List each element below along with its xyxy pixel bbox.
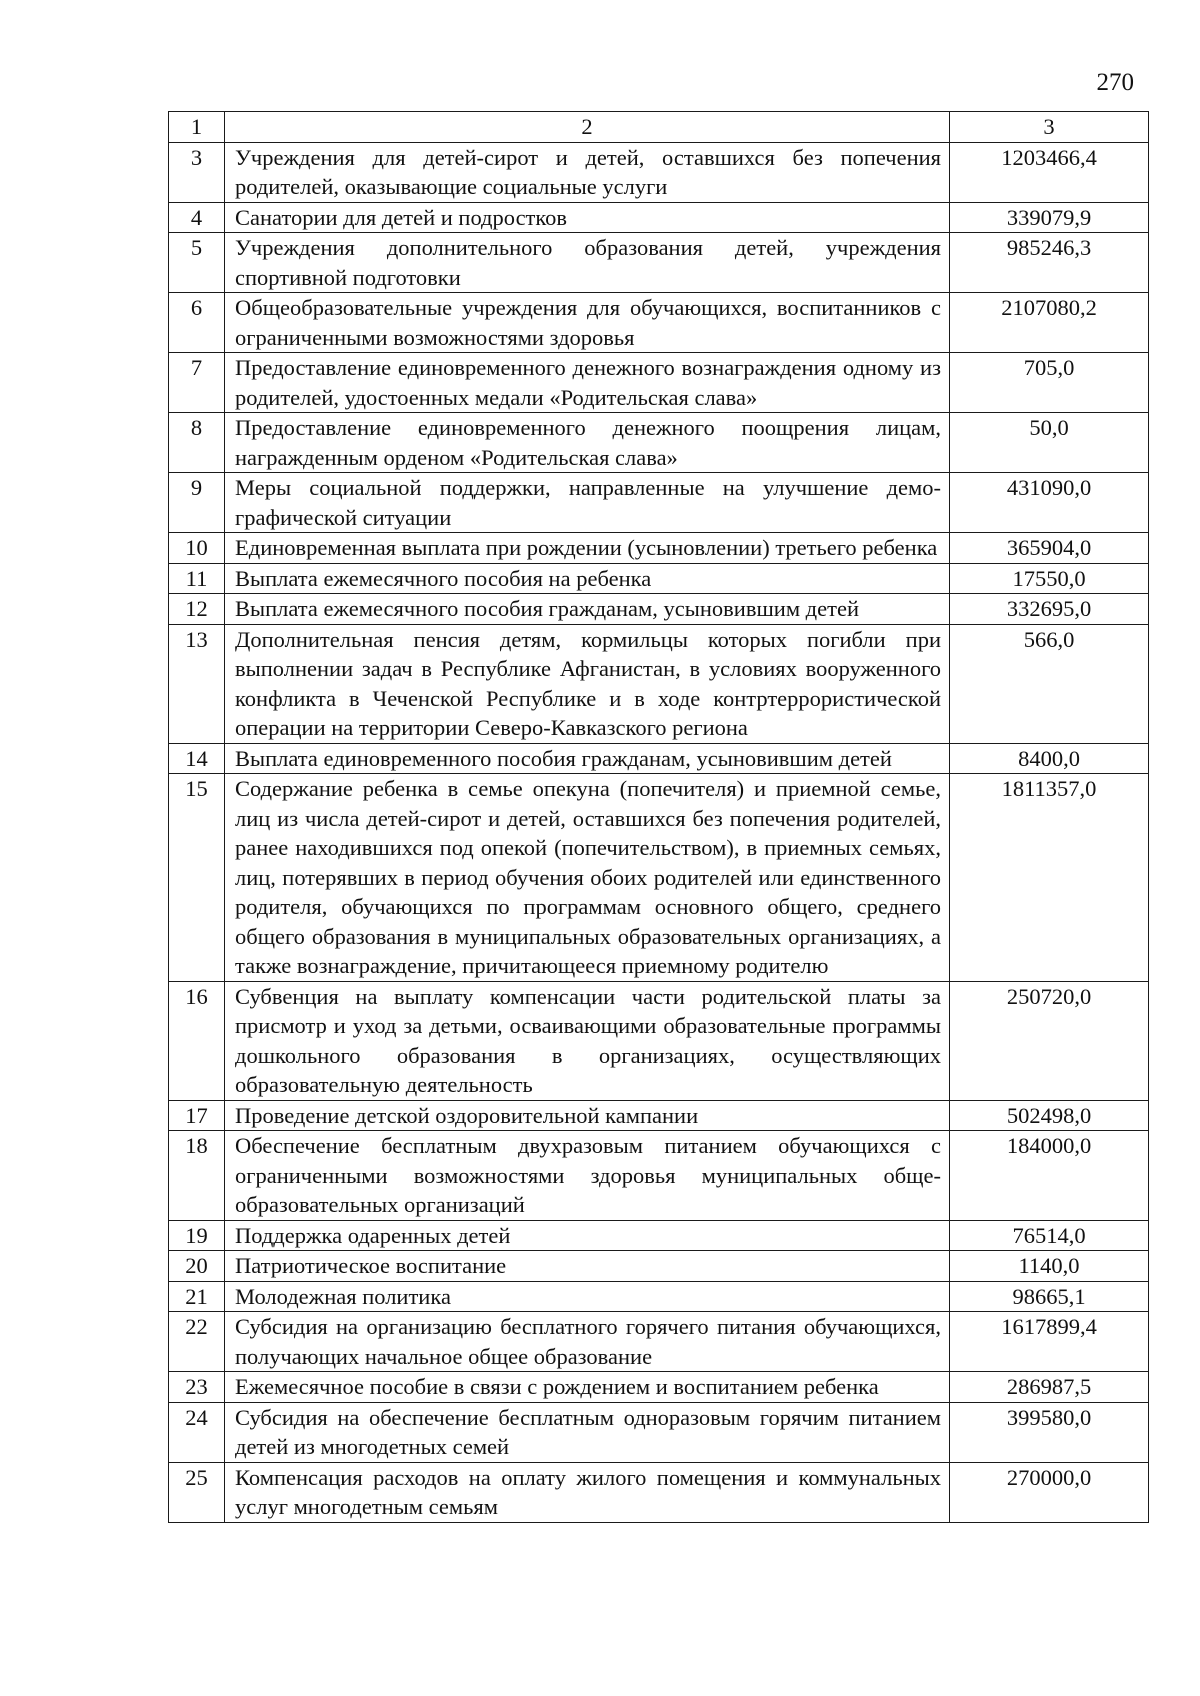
row-name-cell: Меры социальной поддержки, направленные на улучшение демографической ситуации [225, 473, 950, 533]
table-row [169, 1100, 1149, 1131]
row-name-cell: Общеобразовательные учреждения для обучающихся, воспитанников с ограниченными возможностями здоровья [225, 293, 950, 353]
row-number-cell: 18 [169, 1131, 225, 1221]
table-row [169, 1281, 1149, 1312]
row-name-cell: Молодежная политика [225, 1281, 950, 1312]
table-row [169, 624, 1149, 743]
row-value-cell: 332695,0 [950, 594, 1149, 625]
row-number-cell: 12 [169, 594, 225, 625]
row-number-cell: 10 [169, 533, 225, 564]
table-row [169, 202, 1149, 233]
row-name-cell: Поддержка одаренных детей [225, 1220, 950, 1251]
table-row [169, 743, 1149, 774]
row-value-cell: 1617899,4 [950, 1312, 1149, 1372]
budget-table [168, 111, 1149, 1523]
row-number-cell: 11 [169, 563, 225, 594]
row-name-cell: Предоставление единовременного денежного поощрения лицам, награжденным орденом «Родительская слава» [225, 413, 950, 473]
row-name-cell: Субсидия на организацию бесплатного горячего питания обучающихся, получающих начальное общее образование [225, 1312, 950, 1372]
row-name-cell: Выплата ежемесячного пособия на ребенка [225, 563, 950, 594]
row-number-cell: 19 [169, 1220, 225, 1251]
row-number-cell: 17 [169, 1100, 225, 1131]
row-number-cell: 13 [169, 624, 225, 743]
row-value-cell: 502498,0 [950, 1100, 1149, 1131]
row-name-cell: Содержание ребенка в семье опекуна (попечителя) и приемной семье, лиц из числа детей-сирот и детей, оставшихся без попечения родителей, ранее находившихся под опекой (попечительством), в приемных семьях, лиц, потерявших в период обучения обоих родителей или единственного родителя, обучающихся по программам основного общего, среднего общего образования в муниципальных образовательных организациях, а также вознаграждение, причитающееся приемному родителю [225, 774, 950, 982]
row-name-cell: Выплата единовременного пособия гражданам, усыновившим детей [225, 743, 950, 774]
row-name-cell: Патриотическое воспитание [225, 1251, 950, 1282]
row-value-cell: 50,0 [950, 413, 1149, 473]
row-value-cell: 705,0 [950, 353, 1149, 413]
row-value-cell: 1811357,0 [950, 774, 1149, 982]
table-row [169, 233, 1149, 293]
table-row [169, 981, 1149, 1100]
row-value-cell: 17550,0 [950, 563, 1149, 594]
row-name-cell: Ежемесячное пособие в связи с рождением и воспитанием ребенка [225, 1372, 950, 1403]
table-row [169, 774, 1149, 982]
table-row [169, 1462, 1149, 1522]
row-value-cell: 1140,0 [950, 1251, 1149, 1282]
row-name-cell: Дополнительная пенсия детям, кормильцы которых погибли при выполнении задач в Республике Афганистан, в условиях вооруженного конфликта в Чеченской Республике и в ходе контртеррористической операции на территории Северо-Кавказского региона [225, 624, 950, 743]
row-number-cell: 5 [169, 233, 225, 293]
row-name-cell: Учреждения дополнительного образования детей, учреждения спортивной подготовки [225, 233, 950, 293]
row-value-cell: 339079,9 [950, 202, 1149, 233]
header-cell-name: 2 [225, 112, 950, 143]
row-number-cell: 16 [169, 981, 225, 1100]
row-number-cell: 22 [169, 1312, 225, 1372]
row-value-cell: 8400,0 [950, 743, 1149, 774]
row-number-cell: 4 [169, 202, 225, 233]
row-number-cell: 15 [169, 774, 225, 982]
table-row [169, 563, 1149, 594]
table-row [169, 1372, 1149, 1403]
row-name-cell: Субвенция на выплату компенсации части родительской платы за присмотр и уход за детьми, осваивающими образовательные программы дошкольного образования в организациях, осуществляющих образовательную деятельность [225, 981, 950, 1100]
row-name-cell: Учреждения для детей-сирот и детей, оставшихся без попечения родителей, оказывающие социальные услуги [225, 142, 950, 202]
row-name-cell: Предоставление единовременного денежного вознаграждения одному из родителей, удостоенных медали «Родительская слава» [225, 353, 950, 413]
row-value-cell: 76514,0 [950, 1220, 1149, 1251]
table-row [169, 353, 1149, 413]
row-value-cell: 98665,1 [950, 1281, 1149, 1312]
row-name-cell: Компенсация расходов на оплату жилого помещения и коммунальных услуг многодетным семьям [225, 1462, 950, 1522]
table-row [169, 1251, 1149, 1282]
row-number-cell: 21 [169, 1281, 225, 1312]
row-number-cell: 23 [169, 1372, 225, 1403]
row-name-cell: Единовременная выплата при рождении (усыновлении) третьего ребенка [225, 533, 950, 564]
row-value-cell: 566,0 [950, 624, 1149, 743]
row-number-cell: 14 [169, 743, 225, 774]
row-number-cell: 9 [169, 473, 225, 533]
row-value-cell: 250720,0 [950, 981, 1149, 1100]
table-row [169, 533, 1149, 564]
table-row [169, 1220, 1149, 1251]
row-number-cell: 8 [169, 413, 225, 473]
page-number: 270 [1096, 69, 1134, 96]
table-row [169, 1402, 1149, 1462]
table-row [169, 1131, 1149, 1221]
row-value-cell: 365904,0 [950, 533, 1149, 564]
table-row [169, 594, 1149, 625]
row-number-cell: 25 [169, 1462, 225, 1522]
table-row [169, 293, 1149, 353]
row-value-cell: 399580,0 [950, 1402, 1149, 1462]
row-value-cell: 184000,0 [950, 1131, 1149, 1221]
table-row [169, 1312, 1149, 1372]
row-number-cell: 7 [169, 353, 225, 413]
row-number-cell: 3 [169, 142, 225, 202]
row-name-cell: Субсидия на обеспечение бесплатным одноразовым горячим питанием детей из многодетных семей [225, 1402, 950, 1462]
table-row [169, 473, 1149, 533]
table-row [169, 142, 1149, 202]
row-name-cell: Выплата ежемесячного пособия гражданам, усыновившим детей [225, 594, 950, 625]
row-value-cell: 2107080,2 [950, 293, 1149, 353]
table-header-row [169, 112, 1149, 143]
row-value-cell: 985246,3 [950, 233, 1149, 293]
row-value-cell: 270000,0 [950, 1462, 1149, 1522]
row-name-cell: Санатории для детей и подростков [225, 202, 950, 233]
header-cell-number: 1 [169, 112, 225, 143]
row-value-cell: 286987,5 [950, 1372, 1149, 1403]
row-number-cell: 6 [169, 293, 225, 353]
row-name-cell: Обеспечение бесплатным двухразовым питанием обучающихся с ограниченными возможностями здоровья муниципальных общеобразовательных организаций [225, 1131, 950, 1221]
row-number-cell: 24 [169, 1402, 225, 1462]
row-number-cell: 20 [169, 1251, 225, 1282]
row-value-cell: 431090,0 [950, 473, 1149, 533]
table-row [169, 413, 1149, 473]
header-cell-value: 3 [950, 112, 1149, 143]
row-name-cell: Проведение детской оздоровительной кампании [225, 1100, 950, 1131]
row-value-cell: 1203466,4 [950, 142, 1149, 202]
